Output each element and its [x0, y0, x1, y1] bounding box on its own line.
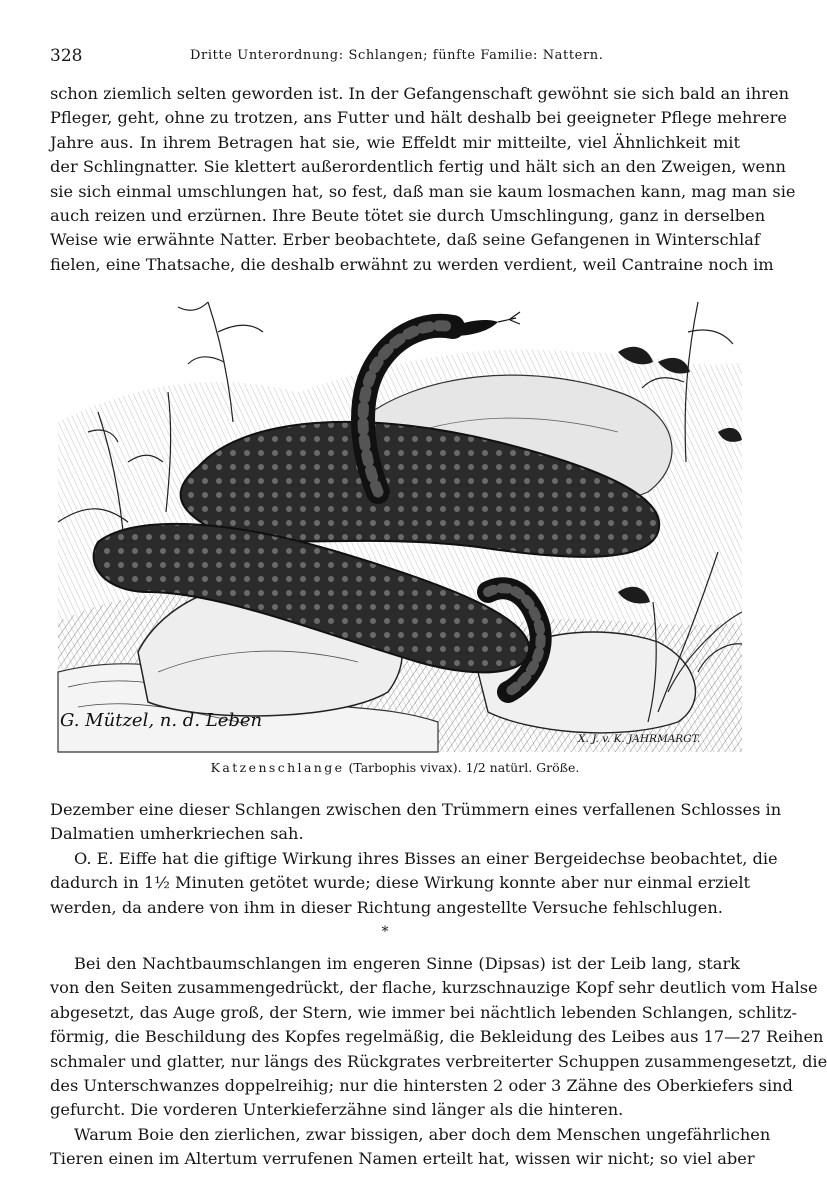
engraver-signature: X. J. v. K. JAHRMARGT. [578, 733, 701, 745]
text-line: gefurcht. Die vorderen Unterkieferzähne sind länger als die hinteren. [50, 1100, 624, 1120]
text-line: auch reizen und erzürnen. Ihre Beute tötet sie durch Umschlingung, ganz in derselben [50, 205, 766, 225]
top-paragraph [50, 82, 796, 277]
text-line: Tieren einen im Altertum verrufenen Namen erteilt hat, wissen wir nicht; so viel aber [50, 1149, 755, 1169]
caption-name: Katzenschlange [210, 760, 345, 775]
text-line: dadurch in 1½ Minuten getötet wurde; diese Wirkung konnte aber nur einmal erzielt [50, 873, 751, 893]
text-line: werden, da andere von ihm in dieser Richtung angestellte Versuche fehlschlugen. [50, 897, 723, 917]
text-line: abgesetzt, das Auge groß, der Stern, wie immer bei nächtlich lebenden Schlangen, schlitz- [50, 1002, 797, 1022]
caption-scale: 1/2 natürl. Größe. [465, 760, 580, 775]
running-head [50, 46, 740, 68]
artist-signature: G. Mützel, n. d. Leben [60, 710, 263, 731]
page-number: 328 [50, 46, 83, 66]
figure-caption [50, 760, 740, 775]
text-line: der Schlingnatter. Sie klettert außerordentlich fertig und hält sich an den Zweigen, wenn [50, 157, 786, 177]
text-line: von den Seiten zusammengedrückt, der flache, kurzschnauzige Kopf sehr deutlich vom Halse [50, 978, 818, 998]
middle-paragraph-1 [50, 798, 782, 847]
text-line: sie sich einmal umschlungen hat, so fest, daß man sie kaum losmachen kann, mag man sie [50, 181, 796, 201]
caption-latin: (Tarbophis vivax). [348, 760, 462, 775]
text-line: Jahre aus. In ihrem Betragen hat sie, wie Effeldt mir mitteilte, viel Ähnlichkeit mit [50, 132, 740, 152]
text-line: schmaler und glatter, nur längs des Rückgrates verbreiterter Schuppen zusammengesetzt, die [50, 1051, 827, 1071]
text-line: schon ziemlich selten geworden ist. In der Gefangenschaft gewöhnt sie sich bald an ihren [50, 84, 790, 103]
engraving-svg [58, 292, 742, 752]
text-line: Bei den Nachtbaumschlangen im engeren Sinne (Dipsas) ist der Leib lang, stark [74, 954, 740, 973]
text-line: Dezember eine dieser Schlangen zwischen den Trümmern eines verfallenen Schlosses in [50, 800, 782, 819]
text-line: Weise wie erwähnte Natter. Erber beobachtete, daß seine Gefangenen in Winterschlaf [50, 230, 760, 250]
text-line: Pfleger, geht, ohne zu trotzen, ans Futter und hält deshalb bei geeigneter Pflege mehrere [50, 108, 787, 128]
text-line: förmig, die Beschildung des Kopfes regelmäßig, die Bekleidung des Leibes aus 17—27 Reihen [50, 1027, 824, 1047]
running-head-title: Dritte Unterordnung: Schlangen; fünfte Familie: Nattern. [190, 48, 604, 63]
text-line: Warum Boie den zierlichen, zwar bissigen, aber doch dem Menschen ungefährlichen [74, 1125, 771, 1144]
section-separator: * [381, 924, 389, 940]
middle-paragraph-2 [50, 847, 778, 920]
text-line: Dalmatien umherkriechen sah. [50, 824, 304, 844]
text-line: fielen, eine Thatsache, die deshalb erwähnt zu werden verdient, weil Cantraine noch im [50, 254, 774, 274]
text-line: O. E. Eiffe hat die giftige Wirkung ihres Bisses an einer Bergeidechse beobachtet, die [74, 849, 778, 868]
text-line: des Unterschwanzes doppelreihig; nur die hintersten 2 oder 3 Zähne des Oberkiefers sind [50, 1075, 793, 1095]
bottom-paragraph-2 [50, 1123, 771, 1172]
bottom-paragraph-1 [50, 952, 827, 1123]
snake-illustration [58, 292, 742, 752]
